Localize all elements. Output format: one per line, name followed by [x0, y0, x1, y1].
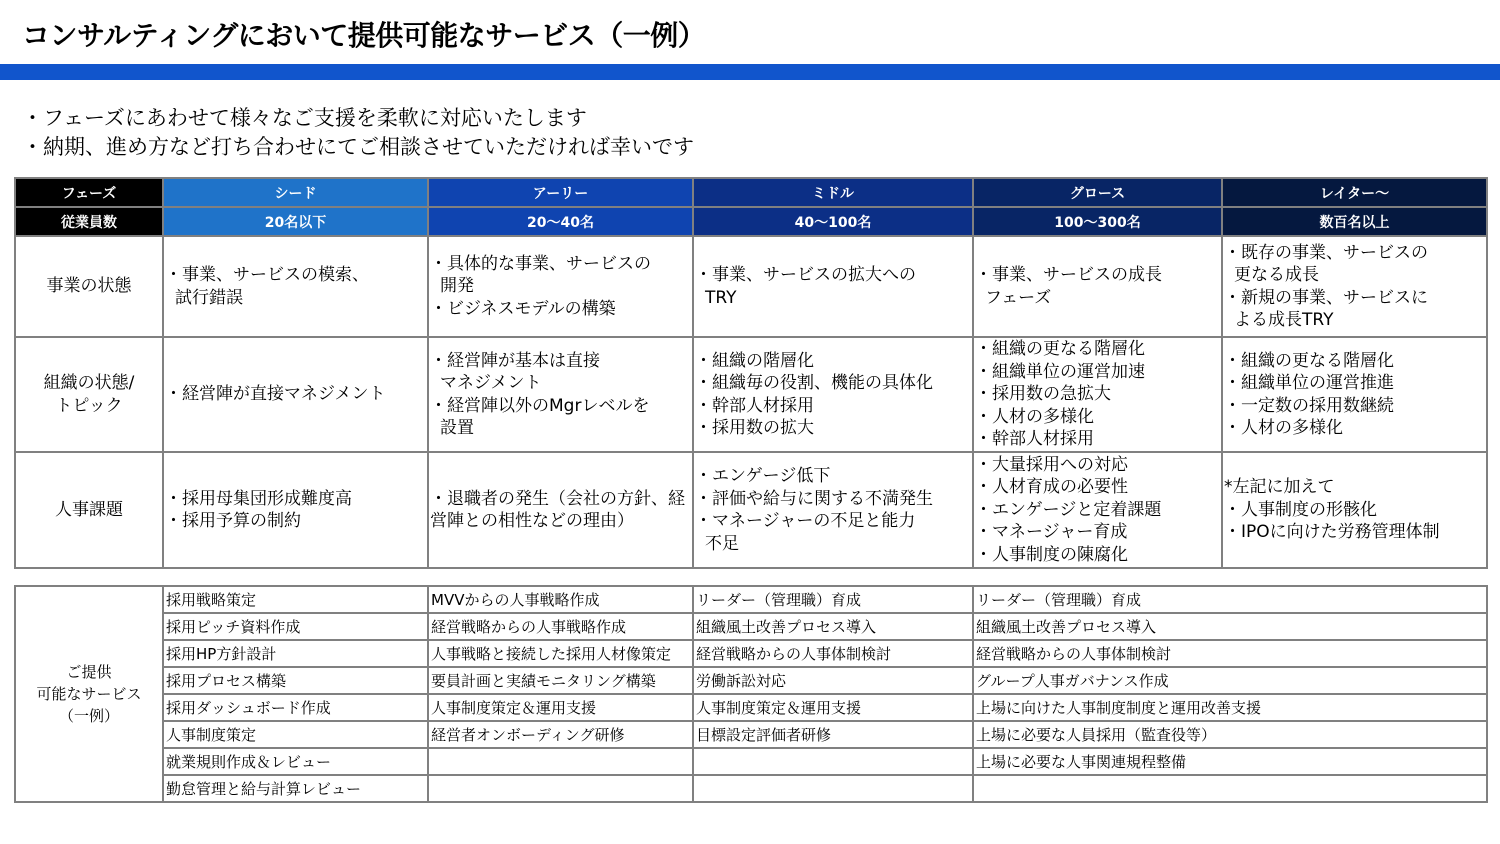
status-cell [163, 236, 428, 337]
status-line: ・採用母集団形成難度高 [165, 488, 352, 509]
status-line: ・幹部人材採用 [695, 395, 814, 416]
row-label-line: 人事課題 [55, 499, 123, 520]
status-cell [1222, 452, 1487, 568]
service-label-line: （一例） [58, 707, 119, 725]
status-line: *左記に加えて [1224, 477, 1335, 498]
status-line: ・事業、サービスの模索、 [165, 265, 369, 285]
service-cell [973, 775, 1487, 802]
status-line: ・経営陣が直接マネジメント [165, 384, 386, 405]
phase-seed: シード [163, 178, 428, 207]
row-label-line: トピック [55, 395, 123, 416]
service-cell: 上場に必要な人員採用（監査役等） [973, 721, 1487, 748]
status-line: ・評価や給与に関する不満発生 [695, 488, 933, 509]
status-line: ・大量採用への対応 [975, 454, 1128, 475]
service-cell: 上場に必要な人事関連規程整備 [973, 748, 1487, 775]
status-line: ・人事制度の形骸化 [1224, 499, 1377, 520]
status-line: ・エンゲージと定着課題 [975, 499, 1162, 520]
status-cell [973, 452, 1222, 568]
service-row [15, 748, 1487, 775]
status-line: 更なる成長 [1234, 265, 1319, 285]
status-cell [973, 337, 1222, 452]
status-line: 設置 [440, 418, 474, 438]
service-cell: MVVからの人事戦略作成 [428, 586, 693, 613]
organization-status-row [15, 337, 1487, 452]
service-row [15, 694, 1487, 721]
service-row [15, 586, 1487, 613]
service-cell: 組織風土改善プロセス導入 [693, 613, 973, 640]
status-line: ・採用数の拡大 [695, 418, 814, 438]
status-line: 開発 [440, 276, 474, 297]
service-cell: 採用プロセス構築 [163, 667, 428, 694]
page-title: コンサルティングにおいて提供可能なサービス（一例） [22, 19, 706, 52]
service-row [15, 721, 1487, 748]
status-cell [693, 452, 973, 568]
status-line: ・人材の多様化 [1224, 418, 1343, 438]
intro-text [22, 104, 694, 162]
status-line: ・事業、サービスの拡大への [695, 265, 916, 285]
status-cell [163, 337, 428, 452]
status-line: ・マネージャー育成 [975, 522, 1128, 543]
phase-middle: ミドル [693, 178, 973, 207]
status-line: ・組織単位の運営加速 [975, 361, 1145, 382]
employees-early: 20～40名 [428, 207, 693, 236]
service-cell: 経営者オンボーディング研修 [428, 721, 693, 748]
row-label [15, 337, 163, 452]
status-cell [1222, 337, 1487, 452]
status-line: ・組織の階層化 [695, 350, 814, 371]
status-line: ・具体的な事業、サービスの [430, 253, 651, 274]
phase-label-cell: フェーズ [15, 178, 163, 207]
employees-label-cell: 従業員数 [15, 207, 163, 236]
service-cell: 勤怠管理と給与計算レビュー [163, 775, 428, 802]
service-label [15, 586, 163, 802]
service-cell: 上場に向けた人事制度制度と運用改善支援 [973, 694, 1487, 721]
service-cell: 人事戦略と接続した採用人材像策定 [428, 640, 693, 667]
service-cell: 経営戦略からの人事体制検討 [693, 640, 973, 667]
service-label-line: 可能なサービス [36, 685, 142, 703]
service-cell [693, 775, 973, 802]
status-line: ・組織の更なる階層化 [975, 339, 1145, 360]
row-label-line: 組織の状態/ [43, 372, 135, 393]
status-line: 試行錯誤 [175, 287, 243, 308]
status-cell [693, 236, 973, 337]
service-row [15, 640, 1487, 667]
status-cell [428, 337, 693, 452]
status-line: ・IPOに向けた労務管理体制 [1224, 522, 1440, 543]
service-cell: グループ人事ガバナンス作成 [973, 667, 1487, 694]
intro-line: ・フェーズにあわせて様々なご支援を柔軟に対応いたします [22, 106, 587, 130]
status-line: ・新規の事業、サービスに [1224, 287, 1428, 308]
employee-count-row [15, 207, 1487, 236]
status-line: ・経営陣以外のMgrレベルを [430, 395, 650, 416]
status-line: ・一定数の採用数継続 [1224, 395, 1394, 416]
title-accent-bar [0, 64, 1500, 80]
status-cell [1222, 236, 1487, 337]
status-line: ・組織毎の役割、機能の具体化 [695, 373, 933, 393]
service-cell: リーダー（管理職）育成 [693, 586, 973, 613]
service-table [14, 585, 1488, 803]
status-line: マネジメント [440, 373, 542, 393]
status-line: ・組織の更なる階層化 [1224, 350, 1394, 371]
service-cell: リーダー（管理職）育成 [973, 586, 1487, 613]
status-line: ・組織単位の運営推進 [1224, 373, 1394, 393]
service-cell: 労働訴訟対応 [693, 667, 973, 694]
service-cell: 目標設定評価者研修 [693, 721, 973, 748]
status-cell [163, 452, 428, 568]
row-label [15, 452, 163, 568]
row-label [15, 236, 163, 337]
status-line: ・経営陣が基本は直接 [430, 350, 600, 371]
status-line: ・既存の事業、サービスの [1224, 242, 1428, 263]
employees-later: 数百名以上 [1222, 207, 1487, 236]
service-cell [428, 775, 693, 802]
phase-growth: グロース [973, 178, 1222, 207]
employees-growth: 100～300名 [973, 207, 1222, 236]
employees-middle: 40～100名 [693, 207, 973, 236]
phase-early: アーリー [428, 178, 693, 207]
status-line: ・事業、サービスの成長 [975, 265, 1162, 285]
status-line: ・人材の多様化 [975, 406, 1094, 427]
status-line: ・退職者の発生（会社の方針、経 [430, 488, 685, 509]
service-cell [693, 748, 973, 775]
status-cell [428, 452, 693, 568]
service-cell: 組織風土改善プロセス導入 [973, 613, 1487, 640]
service-row [15, 667, 1487, 694]
status-line: フェーズ [985, 287, 1052, 308]
status-line: ・幹部人材採用 [975, 429, 1094, 450]
status-cell [693, 337, 973, 452]
service-cell: 経営戦略からの人事体制検討 [973, 640, 1487, 667]
service-cell: 採用戦略策定 [163, 586, 428, 613]
service-cell: 要員計画と実績モニタリング構築 [428, 667, 693, 694]
business-status-row [15, 236, 1487, 337]
service-row [15, 613, 1487, 640]
employees-seed: 20名以下 [163, 207, 428, 236]
status-cell [428, 236, 693, 337]
status-line: ・採用予算の制約 [165, 511, 301, 531]
service-cell: 採用HP方針設計 [163, 640, 428, 667]
service-cell: 経営戦略からの人事戦略作成 [428, 613, 693, 640]
status-cell [973, 236, 1222, 337]
status-line: ・マネージャーの不足と能力 [695, 511, 916, 531]
intro-line: ・納期、進め方など打ち合わせにてご相談させていただければ幸いです [22, 135, 694, 159]
service-cell: 採用ピッチ資料作成 [163, 613, 428, 640]
phase-table [14, 177, 1488, 569]
phase-later: レイター～ [1222, 178, 1487, 207]
status-line: ・エンゲージ低下 [695, 466, 831, 486]
service-label-line: ご提供 [66, 663, 112, 681]
status-line: TRY [705, 287, 737, 308]
service-cell: 人事制度策定＆運用支援 [428, 694, 693, 721]
service-cell: 就業規則作成＆レビュー [163, 748, 428, 775]
service-cell [428, 748, 693, 775]
status-line: 不足 [705, 533, 739, 554]
hr-issues-row [15, 452, 1487, 568]
status-line: よる成長TRY [1234, 310, 1334, 330]
row-label-line: 事業の状態 [46, 276, 132, 296]
service-cell: 人事制度策定 [163, 721, 428, 748]
service-row [15, 775, 1487, 802]
status-line: ・採用数の急拡大 [975, 384, 1111, 405]
status-line: ・人事制度の陳腐化 [975, 544, 1128, 565]
status-line: ・ビジネスモデルの構築 [430, 298, 616, 319]
service-cell: 人事制度策定＆運用支援 [693, 694, 973, 721]
phase-header-row [15, 178, 1487, 207]
status-line: ・人材育成の必要性 [975, 477, 1128, 498]
status-line: 営陣との相性などの理由） [430, 511, 634, 531]
service-cell: 採用ダッシュボード作成 [163, 694, 428, 721]
